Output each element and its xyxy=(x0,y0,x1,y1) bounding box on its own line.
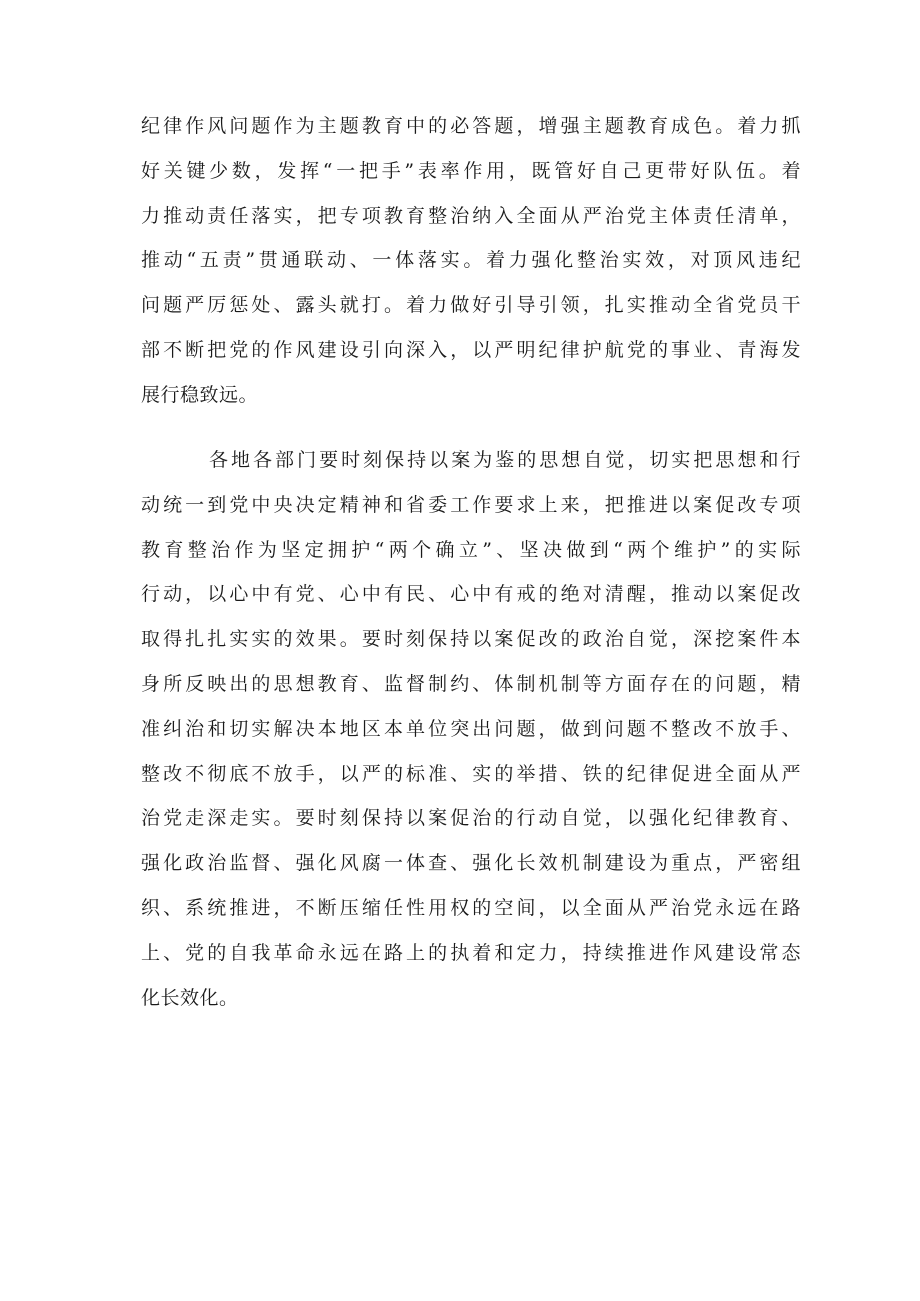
paragraph-line: 推动“五责”贯通联动、一体落实。着力强化整治实效，对顶风违纪 xyxy=(141,249,801,272)
paragraph-line: 强化政治监督、强化风腐一体查、强化长效机制建设为重点，严密组 xyxy=(141,852,801,875)
paragraph-line: 力推动责任落实，把专项教育整治纳入全面从严治党主体责任清单， xyxy=(141,204,801,227)
paragraph-line: 化长效化。 xyxy=(141,986,239,1009)
paragraph-line: 纪律作风问题作为主题教育中的必答题，增强主题教育成色。着力抓 xyxy=(141,115,801,137)
paragraph-line: 教育整治作为坚定拥护“两个确立”、坚决做到“两个维护”的实际 xyxy=(141,538,801,561)
paragraph-line: 治党走深走实。要时刻保持以案促治的行动自觉，以强化纪律教育、 xyxy=(141,807,801,830)
paragraph-line: 展行稳致远。 xyxy=(141,383,259,406)
paragraph-line: 部不断把党的作风建设引向深入，以严明纪律护航党的事业、青海发 xyxy=(141,338,801,361)
paragraph-line: 问题严厉惩处、露头就打。着力做好引导引领，扎实推动全省党员干 xyxy=(141,294,801,317)
paragraph-line: 上、党的自我革命永远在路上的执着和定力，持续推进作风建设常态 xyxy=(141,941,801,964)
paragraph-line: 织、系统推进，不断压缩任性用权的空间，以全面从严治党永远在路 xyxy=(141,896,801,919)
paragraph-2 xyxy=(141,438,801,1020)
paragraph-line: 取得扎扎实实的效果。要时刻保持以案促改的政治自觉，深挖案件本 xyxy=(141,628,801,651)
paragraph-line: 各地各部门要时刻保持以案为鉴的思想自觉，切实把思想和行 xyxy=(209,449,801,471)
paragraph-line: 身所反映出的思想教育、监督制约、体制机制等方面存在的问题，精 xyxy=(141,672,801,695)
paragraph-line: 整改不彻底不放手，以严的标准、实的举措、铁的纪律促进全面从严 xyxy=(141,762,801,785)
paragraph-line: 准纠治和切实解决本地区本单位突出问题，做到问题不整改不放手、 xyxy=(141,717,801,740)
paragraph-line: 行动，以心中有党、心中有民、心中有戒的绝对清醒，推动以案促改 xyxy=(141,583,801,606)
paragraph-line: 动统一到党中央决定精神和省委工作要求上来，把推进以案促改专项 xyxy=(141,493,801,516)
paragraph-1 xyxy=(141,104,801,418)
paragraph-line: 好关键少数，发挥“一把手”表率作用，既管好自己更带好队伍。着 xyxy=(141,159,801,182)
